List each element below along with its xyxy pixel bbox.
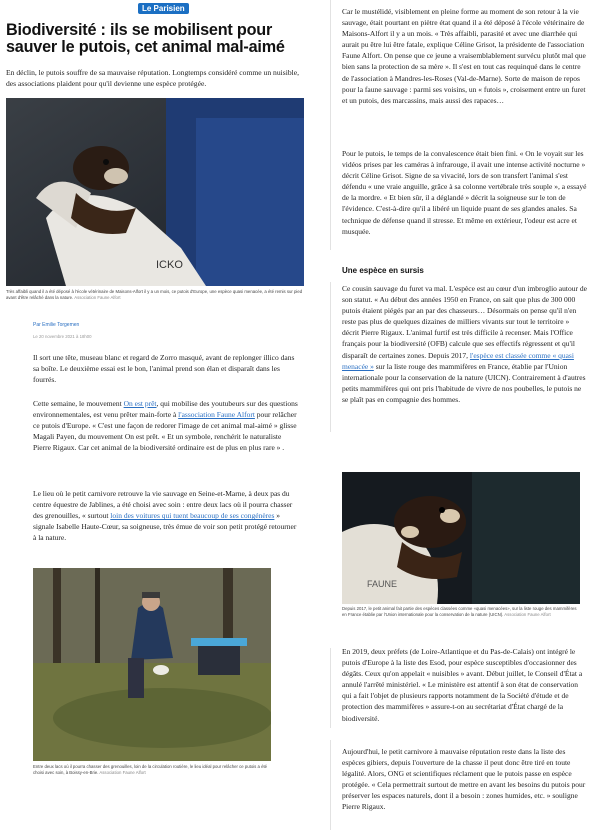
paragraph-3: Le lieu où le petit carnivore retrouve la vie sauvage en Seine-et-Marne, à deux pas du centre équestre de Jablines, a été choisi avec soin : entre deux lacs où il pourra chasser des grenouilles, « surtout loin des voitures qui tuent beaucoup de ses congénères » signale Isabelle Haute-Cœur, sa soigneuse, très émue de voir son petit protégé retourner à la nature. <box>33 489 297 543</box>
link-on-est-pret[interactable]: On est prêt <box>123 399 157 408</box>
link-quasi-menacee[interactable]: l'espèce est classée comme « quasi menacée » <box>342 350 574 371</box>
paragraph-2: Cette semaine, le mouvement On est prêt, qui mobilise des youtubeurs sur des questions environnementales, est venu prêter main-forte à l'association Faune Alfort pour relâcher ce putois d'Europe. « C'est une façon de redorer l'image de cet animal mal-aimé » glisse Magali Payen, du mouvement On est prêt. « Et un symbole, renchérit le naturaliste Pierre Rigaux. Car cet animal de la biodiversité ordinaire est de plus en plus rare » . <box>33 399 298 453</box>
svg-text:FAUNE: FAUNE <box>367 579 398 589</box>
link-voitures[interactable]: loin des voitures qui tuent beaucoup de ses congénères <box>110 511 275 521</box>
paragraph-5: Pour le putois, le temps de la convalescence était bien fini. « On le voyait sur les vidéos prises par les caméras à infrarouge, il avait une intense activité nocturne » décrit Céline Grisot. Signe de sa vivacité, lors de son transfert l'animal s'est défendu « une vraie anguille, grâce à sa colonne vertébrale très souple », a essayé de la mordre. « Et bien sûr, il a déglandé » décrit la soigneuse sur le ton de l'évidence. C'est-à-dire qu'il a libéré un liquide puant de ses glandes anales. Sa technique de défense quand il stresse. Et même en extérieur, l'odeur est acre et musquée. <box>342 149 587 236</box>
section-heading: Une espèce en sursis <box>342 266 424 275</box>
paragraph-4: Car le mustélidé, visiblement en pleine forme au moment de son retour à la vie sauvage, était pourtant en piètre état quand il a été déposé à l'école vétérinaire de Maisons-Alfort il y a un mois. « Très affaibli, parasité et avec une diarrhée qui aurait pu être lui être fatale, explique Céline Grisot, la présidente de l'association Faune Alfort. On pense que ce jeune a vraisemblablement survécu plutôt mal que bien sans la protection de sa mère ». Il s'est en tout cas requinqué dans le centre de l'association à Mandres-les-Roses (Val-de-Marne). Sorte de maison de repos pour la faune sauvage : parmi ses voisins, un « futois », croisement entre un furet et un putois, des marcassins, mais aussi des rapaces… <box>342 7 586 105</box>
paragraph-1: Il sort une tête, museau blanc et regard de Zorro masqué, avant de replonger illico dans sa boîte. Le deuxième essai est le bon, l'animal prend son élan et disparaît dans les fourrés. <box>33 353 295 385</box>
photo2-caption: Entre deux lacs où il pourra chasser des grenouilles, loin de la circulation routière, le lieu idéal pour relâcher ce putois a été choisi avec soin, à Boissy-en-Brie. Association Faune Alfort <box>33 764 268 775</box>
photo-release-site[interactable] <box>33 568 271 761</box>
photo-putois-held[interactable] <box>6 98 304 286</box>
le-parisien-logo[interactable]: Le Parisien <box>138 3 189 14</box>
author-byline[interactable]: Par Emilie Torgemen <box>33 322 80 328</box>
photo-putois-bag[interactable] <box>342 472 580 604</box>
publish-date: Le 20 novembre 2021 à 18h00 <box>33 334 92 339</box>
paragraph-7: En 2019, deux préfets (de Loire-Atlantique et du Pas-de-Calais) ont intégré le putois d'Europe à la liste des Esod, pour espèce susceptibles d'occasionner des dégâts. Ceux qu'on appelait « nuisibles » avant. Début juillet, le Conseil d'État a annulé l'arrêté ministériel. « Le ministère est attentif à son état de conservation qui a fait l'objet de plusieurs rapports notamment de la Société d'étude et de protection des mammifères » assure-t-on au secrétariat d'État chargé de la biodiversité. <box>342 647 583 723</box>
article-headline: Biodiversité : ils se mobilisent pour sauver le putois, cet animal mal-aimé <box>6 21 285 56</box>
article-lede: En déclin, le putois souffre de sa mauvaise réputation. Longtemps considéré comme un nuisible, des associations plaident pour qu'il devienne une espèce protégée. <box>6 68 299 88</box>
photo1-caption: Très affaibli quand il a été déposé à l'école vétérinaire de Maisons-Alfort il y a un mois, ce putois d'Europe, une espèce quasi menacée, a été remis sur pied avant d'être relâché dans la nature. Association Faune Alfort <box>6 289 303 300</box>
link-faune-alfort[interactable]: l'association Faune Alfort <box>178 410 255 420</box>
svg-text:ICKO: ICKO <box>156 259 183 271</box>
paragraph-6: Ce cousin sauvage du furet va mal. L'espèce est au cœur d'un imbroglio autour de son statut. « Au début des années 1950 en France, on sait que plus de 300 000 putois étaient piégés par an par des chasseurs… Désormais on pense qu'il n'en reste pas plus de quelques dizaines de milliers vivants sur tout le territoire » décrit Pierre Rigaux. L'animal furtif est très difficile à recenser. Mais l'Office français pour la biodiversité (OFB) calcule que ses effectifs régressent et qu'il disparaît de certaines zones. Depuis 2017, l'espèce est classée comme « quasi menacée » sur la liste rouge des mammifères en France, établie par l'Union internationale pour la conservation de la nature (UICN). Contrairement à d'autres petits mammifères qui ont pris l'habitude de vivre de nos poubelles, le putois ne se plaît pas en compagnie des hommes. <box>342 284 587 404</box>
paragraph-8: Aujourd'hui, le petit carnivore à mauvaise réputation reste dans la liste des espèces gibiers, depuis l'ouverture de la chasse il peut donc être tiré en toute légalité. Alors, ONG et scientifiques réclament que le putois passe en espèce protégée. « Cela permettrait surtout de mettre en avant les besoins du putois pour préserver les espaces naturels, dont il a besoin : zones humides, etc. » souligne Pierre Rigaux. <box>342 747 586 812</box>
photo3-caption: Depuis 2017, le petit animal fait partie des espèces classées comme «quasi menacées», sur la liste rouge des mammifères en France établie par l'Union internationale pour la conservation de la nature (UICN). Association Faune Alfort <box>342 606 577 617</box>
